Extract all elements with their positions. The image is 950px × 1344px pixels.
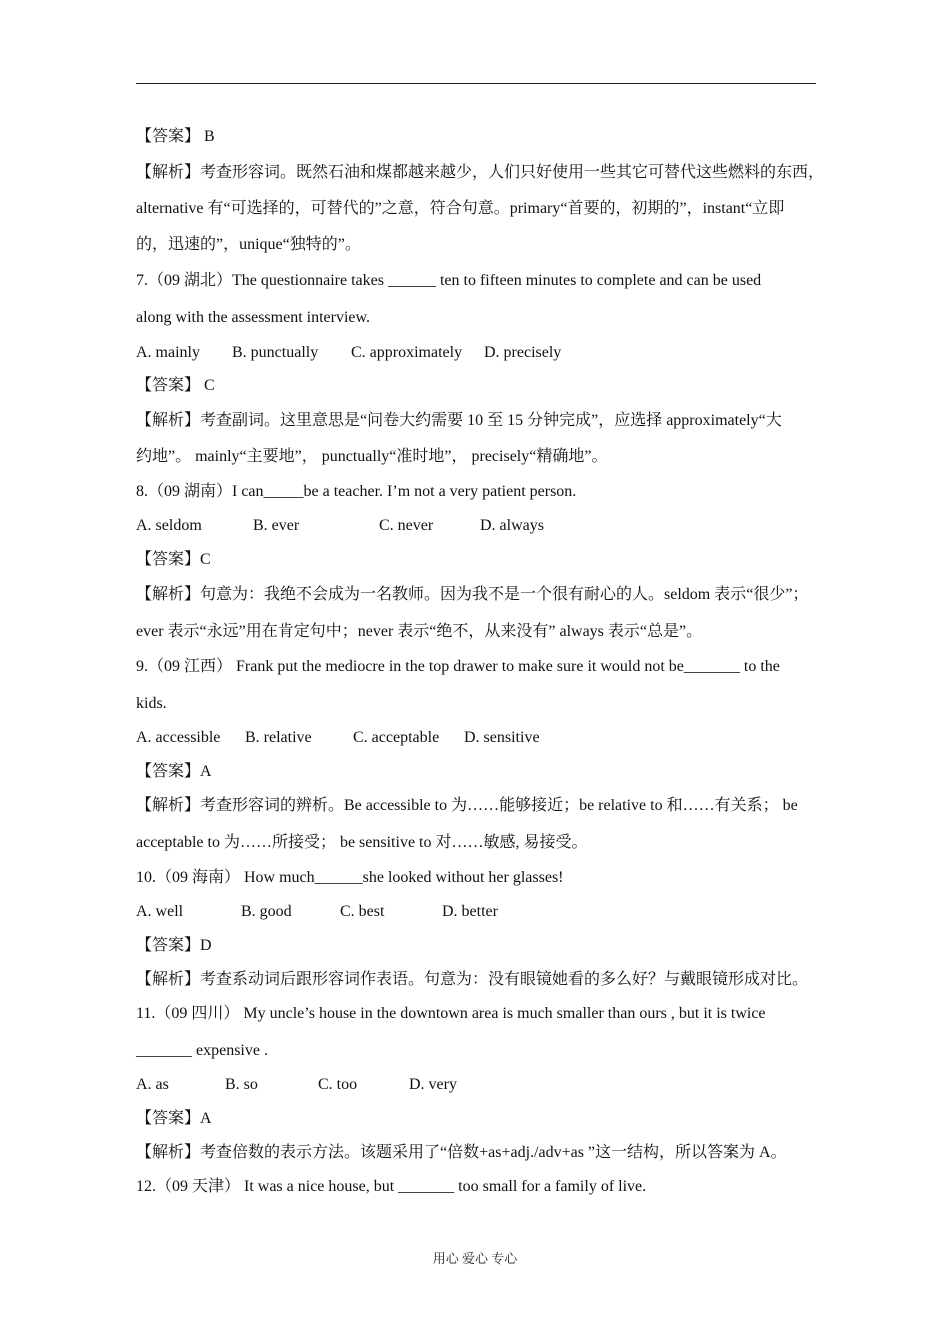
- q8-option-d: D. always: [480, 517, 544, 534]
- q10-option-a: A. well: [136, 903, 184, 920]
- q8-answer: 【答案】C: [136, 551, 211, 568]
- q8-option-b: B. ever: [253, 517, 300, 534]
- q10-option-c: C. best: [340, 903, 385, 920]
- q6-answer: 【答案】 B: [136, 128, 215, 145]
- q9-option-c: C. acceptable: [353, 729, 440, 746]
- q9-answer: 【答案】A: [136, 763, 212, 780]
- q7-options: [136, 342, 561, 364]
- q11-option-a: A. as: [136, 1076, 169, 1093]
- q6-analysis-line-3: 的，迅速的”，unique“独特的”。: [136, 236, 361, 253]
- q10-option-b: B. good: [241, 903, 292, 920]
- q7-analysis-line-1: 【解析】考查副词。这里意思是“问卷大约需要 10 至 15 分钟完成”，应选择 approximately“大: [136, 412, 782, 429]
- q11-option-b: B. so: [225, 1076, 258, 1093]
- page-footer: 用心 爱心 专心: [432, 1251, 518, 1266]
- q9-stem-line-1: 9.（09 江西） Frank put the mediocre in the top drawer to make sure it would not be_______ to the: [136, 658, 780, 675]
- q9-analysis-line-1: 【解析】考查形容词的辨析。Be accessible to 为……能够接近；be relative to 和……有关系； be: [136, 797, 798, 814]
- q9-option-b: B. relative: [245, 729, 312, 746]
- q7-stem-line-2: along with the assessment interview.: [136, 309, 371, 326]
- q10-analysis-line-1: 【解析】考查系动词后跟形容词作表语。句意为：没有眼镜她看的多么好？与戴眼镜形成对比。: [136, 971, 809, 988]
- q11-analysis-line-1: 【解析】考查倍数的表示方法。该题采用了“倍数+as+adj./adv+as ”这一结构，所以答案为 A。: [136, 1144, 787, 1161]
- q7-option-d: D. precisely: [484, 344, 562, 361]
- q8-stem-line-1: 8.（09 湖南）I can_____be a teacher. I’m not a very patient person.: [136, 483, 577, 500]
- q7-analysis-line-2: 约地”。 mainly“主要地”， punctually“准时地”， precisely“精确地”。: [136, 448, 608, 465]
- q10-stem-line-1: 10.（09 海南） How much______she looked without her glasses!: [136, 869, 564, 886]
- q10-options: [136, 901, 498, 923]
- q8-option-a: A. seldom: [136, 517, 202, 534]
- q9-option-a: A. accessible: [136, 729, 221, 746]
- q7-option-b: B. punctually: [232, 344, 319, 361]
- q11-option-d: D. very: [409, 1076, 457, 1093]
- q12-stem-line-1: 12.（09 天津） It was a nice house, but _______ too small for a family of live.: [136, 1178, 647, 1195]
- q9-option-d: D. sensitive: [464, 729, 540, 746]
- q8-options: [136, 515, 544, 537]
- q8-analysis-line-2: ever 表示“永远”用在肯定句中；never 表示“绝不，从来没有” always 表示“总是”。: [136, 623, 703, 640]
- q10-option-d: D. better: [442, 903, 498, 920]
- q7-option-c: C. approximately: [351, 344, 463, 361]
- q7-stem-line-1: 7.（09 湖北）The questionnaire takes ______ ten to fifteen minutes to complete and can be used: [136, 272, 762, 289]
- q8-option-c: C. never: [379, 517, 434, 534]
- q11-stem-line-1: 11.（09 四川） My uncle’s house in the downtown area is much smaller than ours , but it is twice: [136, 1005, 766, 1022]
- q6-analysis-line-2: alternative 有“可选择的，可替代的”之意，符合句意。primary“首要的，初期的”，instant“立即: [136, 200, 785, 217]
- q7-option-a: A. mainly: [136, 344, 200, 361]
- q8-analysis-line-1: 【解析】句意为：我绝不会成为一名教师。因为我不是一个很有耐心的人。seldom 表示“很少”；: [136, 586, 809, 603]
- q10-answer: 【答案】D: [136, 937, 212, 954]
- q11-options: [136, 1074, 457, 1096]
- q9-stem-line-2: kids.: [136, 695, 167, 712]
- q9-analysis-line-2: acceptable to 为……所接受； be sensitive to 对……敏感, 易接受。: [136, 834, 588, 851]
- header-rule: [136, 83, 816, 84]
- q6-analysis-line-1: 【解析】考查形容词。既然石油和煤都越来越少，人们只好使用一些其它可替代这些燃料的东西，: [136, 164, 825, 181]
- q11-answer: 【答案】A: [136, 1110, 212, 1127]
- q11-stem-line-2: _______ expensive .: [136, 1042, 268, 1059]
- q9-options: [136, 727, 540, 749]
- q11-option-c: C. too: [318, 1076, 358, 1093]
- q7-answer: 【答案】 C: [136, 377, 215, 394]
